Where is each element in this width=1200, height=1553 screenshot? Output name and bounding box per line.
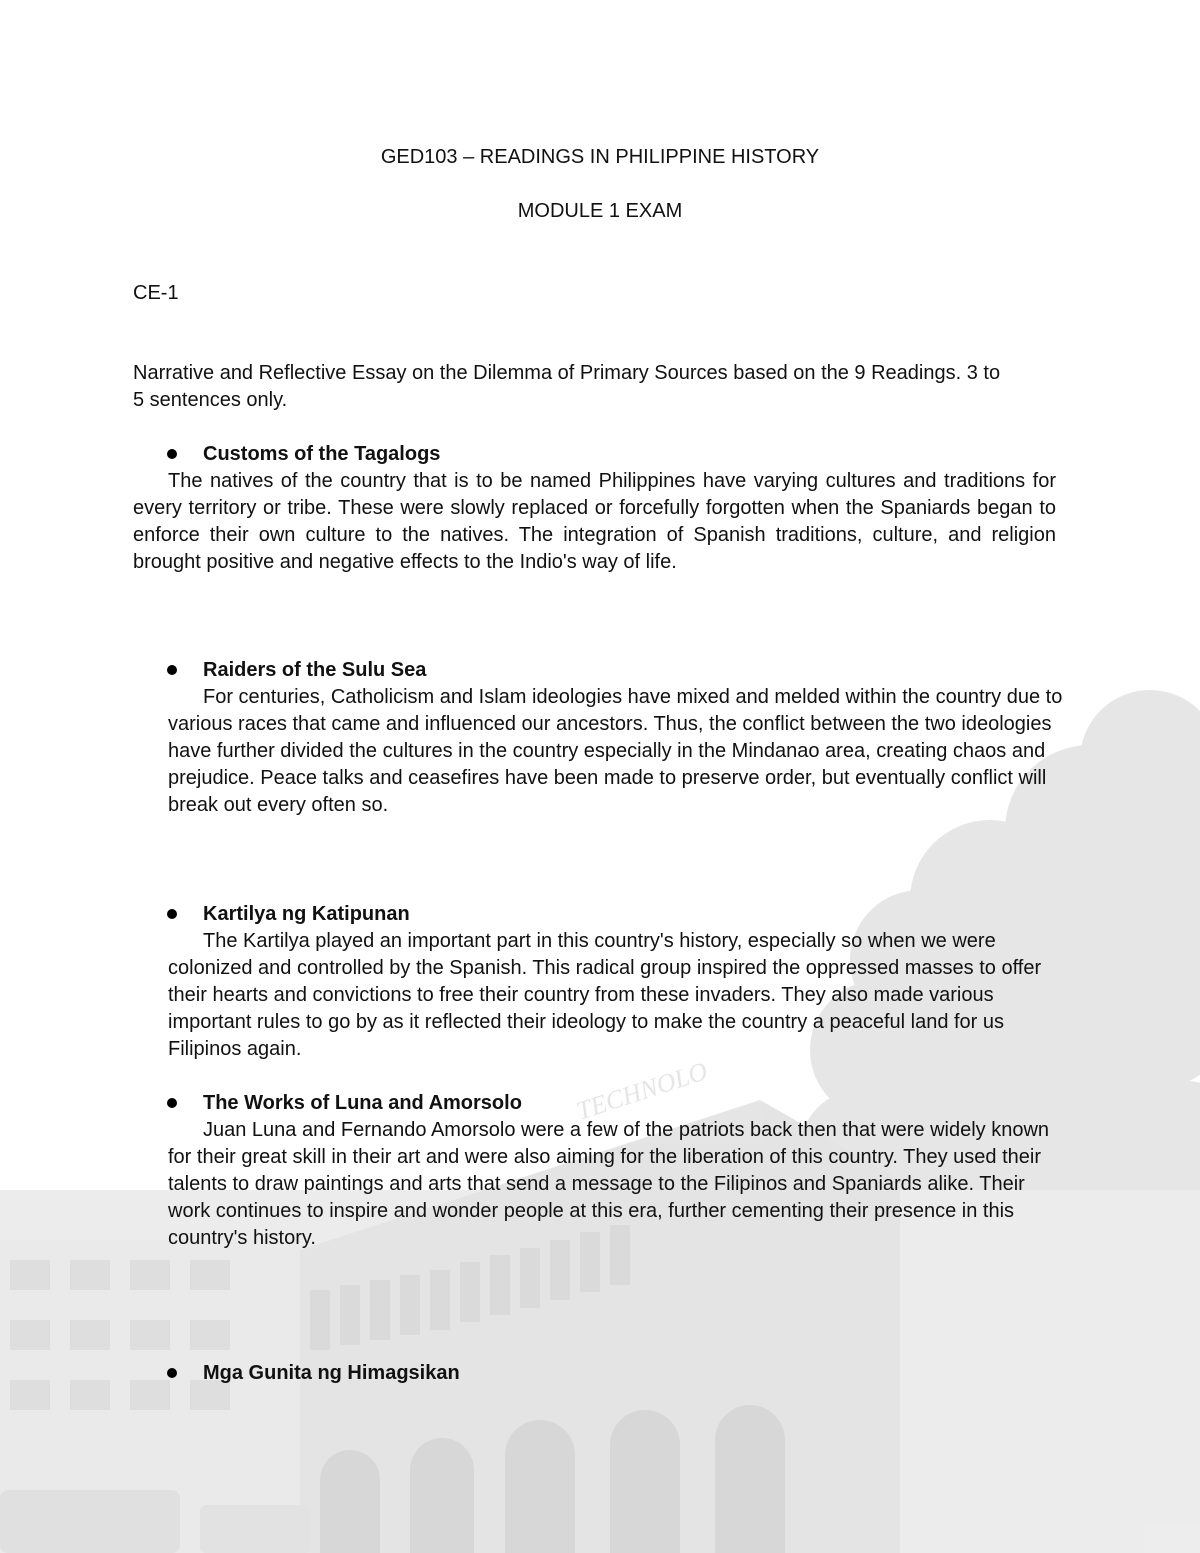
section-code: CE-1 bbox=[133, 282, 179, 304]
exam-title: MODULE 1 EXAM bbox=[517, 200, 683, 222]
bullet-icon bbox=[167, 909, 177, 919]
bullet-icon bbox=[167, 665, 177, 675]
item-body: The Kartilya played an important part in this country's history, especially so when we were colonized and controlled by the Spanish. This radical group inspired the oppressed masses to offer their hearts and convictions to free their country from these invaders. They also made various important rules to go by as it reflected their ideology to make the country a peaceful land for us Filipinos again. bbox=[168, 930, 1042, 1060]
bullet-icon bbox=[167, 1098, 177, 1108]
item-heading: The Works of Luna and Amorsolo bbox=[203, 1092, 522, 1114]
item-heading: Raiders of the Sulu Sea bbox=[203, 659, 427, 681]
item-heading: Kartilya ng Katipunan bbox=[203, 903, 410, 925]
building-lettering: TECHNOLO bbox=[572, 1056, 712, 1126]
item-body: The natives of the country that is to be named Philippines have varying cultures and traditions for every territory or tribe. These were slowly replaced or forcefully forgotten when the Spaniards began to enforce their own culture to the natives. The integration of Spanish traditions, culture, and religion brought positive and negative effects to the Indio's way of life. bbox=[133, 470, 1056, 573]
item-body: Juan Luna and Fernando Amorsolo were a few of the patriots back then that were widely known for their great skill in their art and were also aiming for the liberation of this country. They used their talents to draw paintings and arts that send a message to the Filipinos and Spaniards alike. Their work continues to inspire and wonder people at this era, further cementing their presence in this country's history. bbox=[168, 1119, 1050, 1249]
item-heading: Customs of the Tagalogs bbox=[203, 443, 441, 465]
instructions-text: Narrative and Reflective Essay on the Dilemma of Primary Sources based on the 9 Readings. 3 to 5 sentences only. bbox=[133, 362, 1001, 411]
bullet-icon bbox=[167, 449, 177, 459]
course-title: GED103 – READINGS IN PHILIPPINE HISTORY bbox=[380, 146, 820, 168]
item-body: For centuries, Catholicism and Islam ideologies have mixed and melded within the country due to various races that came and influenced our ancestors. Thus, the conflict between the two ideologies have further divided the cultures in the country especially in the Mindanao area, creating chaos and prejudice. Peace talks and ceasefires have been made to preserve order, but eventually conflict will break out every often so. bbox=[168, 686, 1063, 816]
bullet-icon bbox=[167, 1368, 177, 1378]
item-heading: Mga Gunita ng Himagsikan bbox=[203, 1362, 460, 1384]
